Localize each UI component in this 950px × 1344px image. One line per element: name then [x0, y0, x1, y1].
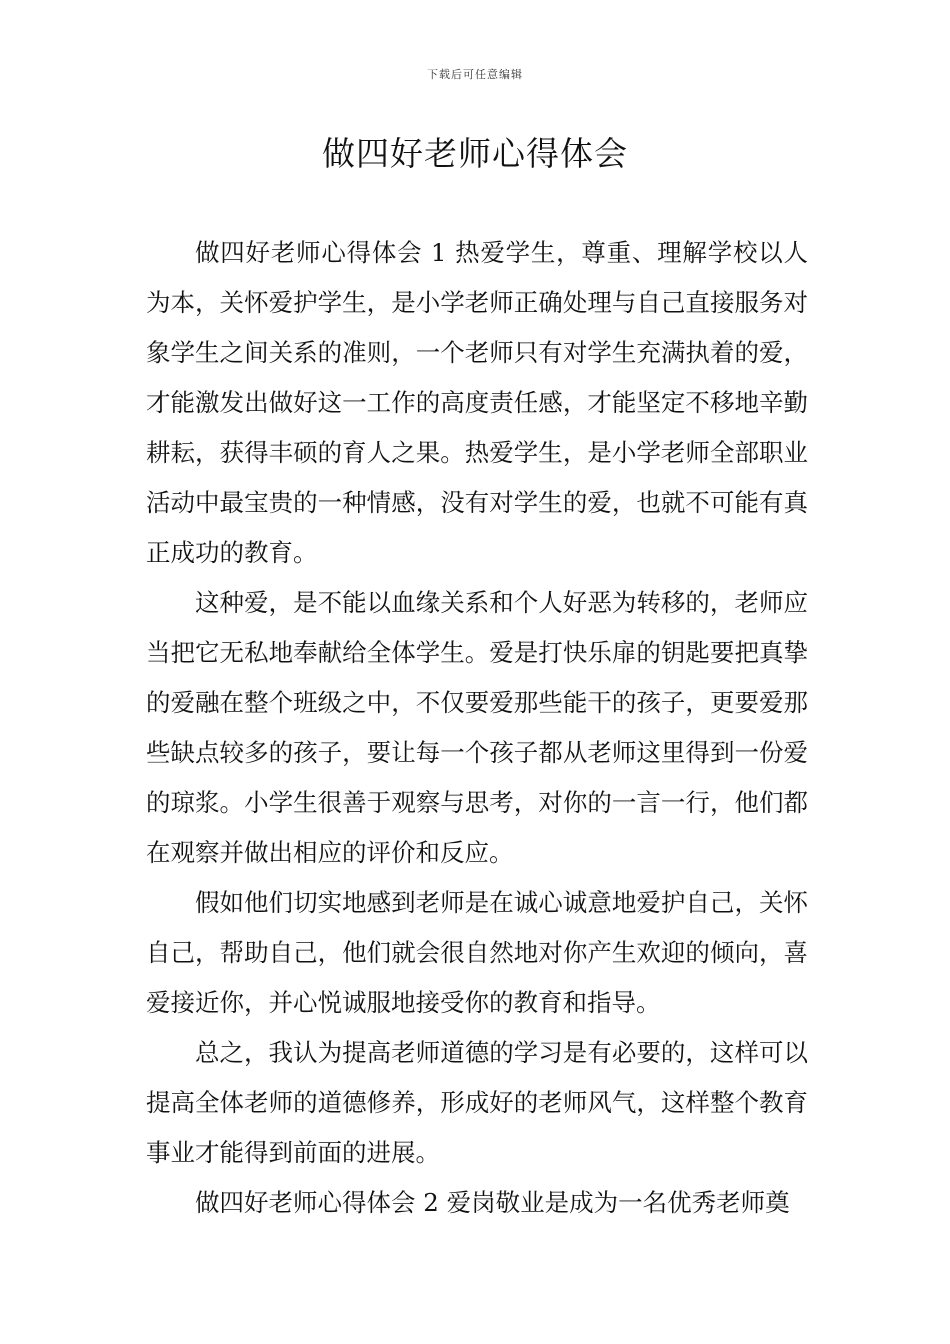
body-paragraph: 做四好老师心得体会 1 热爱学生，尊重、理解学校以人为本，关怀爱护学生，是小学老师正确处理与自己直接服务对象学生之间关系的准则，一个老师只有对学生充满执着的爱，才能激发出做好这一工作的高度责任感，才能坚定不移地辛勤耕耘，获得丰硕的育人之果。热爱学生，是小学老师全部职业活动中最宝贵的一种情感，没有对学生的爱，也就不可能有真正成功的教育。 — [146, 238, 808, 567]
body-paragraph: 做四好老师心得体会 2 爱岗敬业是成为一名优秀老师奠 — [195, 1188, 790, 1217]
document-body — [146, 228, 808, 1228]
document-title: 做四好老师心得体会 — [322, 134, 628, 173]
header-note: 下载后可任意编辑 — [427, 68, 523, 81]
body-paragraph: 假如他们切实地感到老师是在诚心诚意地爱护自己，关怀自己，帮助自己，他们就会很自然地对你产生欢迎的倾向，喜爱接近你，并心悦诚服地接受你的教育和指导。 — [146, 888, 808, 1017]
body-paragraph: 这种爱，是不能以血缘关系和个人好恶为转移的，老师应当把它无私地奉献给全体学生。爱是打快乐扉的钥匙要把真挚的爱融在整个班级之中，不仅要爱那些能干的孩子，更要爱那些缺点较多的孩子，要让每一个孩子都从老师这里得到一份爱的琼浆。小学生很善于观察与思考，对你的一言一行，他们都在观察并做出相应的评价和反应。 — [146, 588, 808, 867]
body-paragraph: 总之，我认为提高老师道德的学习是有必要的，这样可以提高全体老师的道德修养，形成好的老师风气，这样整个教育事业才能得到前面的进展。 — [146, 1038, 808, 1167]
